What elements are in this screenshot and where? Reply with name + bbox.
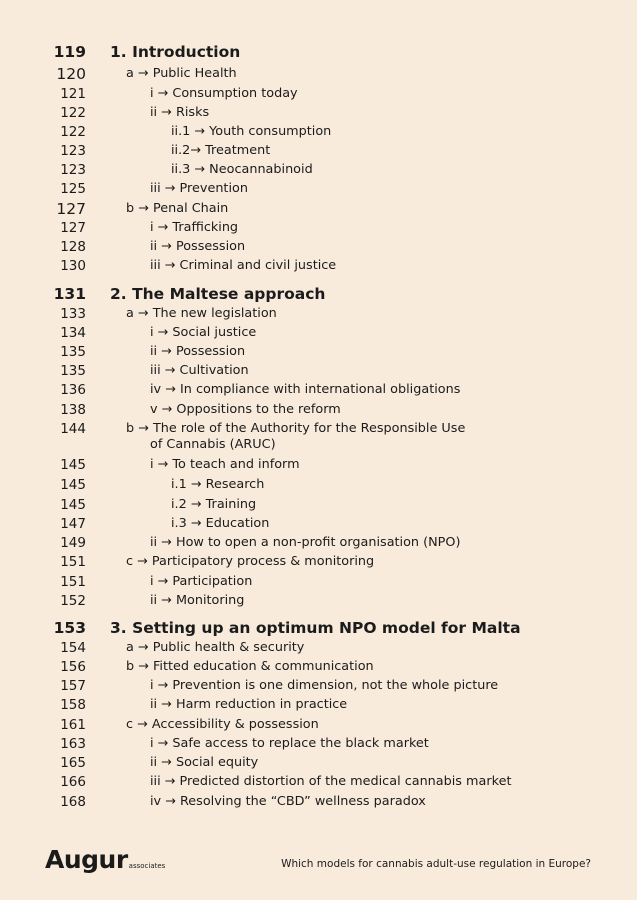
toc-entry-text: 1. Introduction xyxy=(110,43,241,61)
toc-entry-text: 2. The Maltese approach xyxy=(110,285,326,303)
toc-entry-label xyxy=(171,477,264,493)
toc-entry-label xyxy=(150,794,426,810)
toc-entry-label xyxy=(150,258,336,274)
toc-entry-text: b → Penal Chain xyxy=(126,201,229,216)
toc-page-number: 158 xyxy=(60,697,86,713)
toc-entry-text: ii → How to open a non-profit organisation (NPO) xyxy=(150,535,461,550)
toc-page-number: 121 xyxy=(60,86,86,102)
toc-entry-text: i.2 → Training xyxy=(171,497,257,512)
toc-entry-label xyxy=(171,497,256,513)
toc-page-number: 135 xyxy=(60,344,86,360)
toc-entry-text-continued: of Cannabis (ARUC) xyxy=(150,437,276,452)
toc-entry-label xyxy=(110,285,325,303)
toc-page-number: 134 xyxy=(60,325,86,341)
toc-entry-label xyxy=(126,659,374,675)
toc-entry-label xyxy=(171,124,331,140)
toc-entry-text: c → Accessibility & possession xyxy=(126,717,319,732)
toc-entry-label xyxy=(150,402,341,418)
toc-page-number: 138 xyxy=(60,402,86,418)
toc-entry-label xyxy=(150,678,498,694)
toc-page-number: 130 xyxy=(60,258,86,274)
toc-entry-label xyxy=(150,239,245,255)
toc-entry-text: iv → Resolving the “CBD” wellness paradox xyxy=(150,794,426,809)
toc-entry-label xyxy=(110,43,240,61)
toc-entry-text: i → Trafficking xyxy=(150,220,239,235)
augur-logo xyxy=(45,846,165,880)
toc-entry-text: v → Oppositions to the reform xyxy=(150,402,341,417)
toc-page-number: 123 xyxy=(60,143,86,159)
toc-page-number: 127 xyxy=(60,220,86,236)
toc-page-number: 151 xyxy=(60,554,86,570)
toc-entry-label xyxy=(150,344,245,360)
toc-page-number: 163 xyxy=(60,736,86,752)
toc-page-number: 144 xyxy=(60,421,86,437)
toc-page-number: 122 xyxy=(60,124,86,140)
toc-entry-text: ii.1 → Youth consumption xyxy=(171,124,332,139)
toc-entry-label xyxy=(150,697,347,713)
toc-entry-label xyxy=(126,717,319,733)
toc-page-number: 131 xyxy=(53,285,86,303)
toc-entry-label xyxy=(150,105,209,121)
toc-page-number: 153 xyxy=(53,619,86,637)
toc-entry-label xyxy=(150,382,460,398)
toc-page-number: 128 xyxy=(60,239,86,255)
toc-entry-text: ii → Harm reduction in practice xyxy=(150,697,348,712)
toc-entry-label xyxy=(150,535,460,551)
toc-entry-text: b → Fitted education & communication xyxy=(126,659,374,674)
toc-page-number: 123 xyxy=(60,162,86,178)
toc-entry-text: ii → Social equity xyxy=(150,755,259,770)
toc-entry-text: i → Safe access to replace the black market xyxy=(150,736,429,751)
toc-entry-text: i → Social justice xyxy=(150,325,257,340)
toc-entry-label xyxy=(126,201,228,217)
toc-entry-label xyxy=(126,421,465,453)
toc-entry-text: i → Consumption today xyxy=(150,86,298,101)
toc-entry-text: iv → In compliance with international obligations xyxy=(150,382,461,397)
toc-entry-label xyxy=(150,736,429,752)
footer-tagline: Which models for cannabis adult-use regulation in Europe? xyxy=(281,858,591,870)
toc-entry-text: ii.2→ Treatment xyxy=(171,143,271,158)
toc-entry-text: i.1 → Research xyxy=(171,477,265,492)
toc-page-number: 149 xyxy=(60,535,86,551)
toc-entry-label xyxy=(126,66,237,82)
toc-entry-text: ii → Possession xyxy=(150,239,246,254)
toc-entry-text: iii → Criminal and civil justice xyxy=(150,258,337,273)
toc-page-number: 156 xyxy=(60,659,86,675)
toc-entry-label xyxy=(110,619,521,637)
toc-page-number: 125 xyxy=(60,181,86,197)
toc-page-number: 145 xyxy=(60,497,86,513)
toc-entry-text: a → Public health & security xyxy=(126,640,305,655)
toc-entry-label xyxy=(150,220,238,236)
toc-page-number: 136 xyxy=(60,382,86,398)
toc-page-number: 154 xyxy=(60,640,86,656)
toc-page-number: 119 xyxy=(53,43,86,61)
toc-entry-text: ii → Possession xyxy=(150,344,246,359)
toc-entry-text: ii.3 → Neocannabinoid xyxy=(171,162,313,177)
toc-entry-text: ii → Risks xyxy=(150,105,210,120)
toc-entry-text: a → Public Health xyxy=(126,66,237,81)
toc-entry-label xyxy=(150,325,256,341)
toc-entry-text: iii → Predicted distortion of the medical cannabis market xyxy=(150,774,512,789)
brand-name: Augur xyxy=(45,845,128,874)
toc-page-number: 161 xyxy=(60,717,86,733)
toc-entry-text: iii → Cultivation xyxy=(150,363,249,378)
toc-page-number: 135 xyxy=(60,363,86,379)
toc-page-number: 168 xyxy=(60,794,86,810)
toc-entry-label xyxy=(150,363,249,379)
toc-entry-label xyxy=(150,593,244,609)
toc-page-number: 133 xyxy=(60,306,86,322)
toc-entry-text: i → Prevention is one dimension, not the whole picture xyxy=(150,678,499,693)
toc-entry-text: i.3 → Education xyxy=(171,516,270,531)
toc-entry-text: a → The new legislation xyxy=(126,306,277,321)
toc-entry-label xyxy=(150,457,300,473)
toc-page-number: 127 xyxy=(56,200,86,218)
toc-entry-text: i → To teach and inform xyxy=(150,457,300,472)
toc-entry-label xyxy=(126,306,277,322)
toc-page-number: 145 xyxy=(60,477,86,493)
toc-page-number: 152 xyxy=(60,593,86,609)
toc-page-number: 165 xyxy=(60,755,86,771)
toc-entry-text: c → Participatory process & monitoring xyxy=(126,554,375,569)
toc-entry-label xyxy=(150,86,298,102)
toc-page-number: 120 xyxy=(56,65,86,83)
toc-page-number: 145 xyxy=(60,457,86,473)
toc-entry-text: 3. Setting up an optimum NPO model for Malta xyxy=(110,619,521,637)
toc-page-number: 157 xyxy=(60,678,86,694)
toc-entry-label xyxy=(150,774,511,790)
toc-entry-label xyxy=(171,143,270,159)
toc-entry-text: ii → Monitoring xyxy=(150,593,245,608)
toc-entry-label xyxy=(150,574,252,590)
toc-entry-text: i → Participation xyxy=(150,574,253,589)
toc-entry-label xyxy=(126,554,374,570)
toc-entry-label xyxy=(150,755,258,771)
toc-page-number: 147 xyxy=(60,516,86,532)
toc-entry-text: iii → Prevention xyxy=(150,181,248,196)
toc-entry-label xyxy=(126,640,304,656)
toc-page-number: 166 xyxy=(60,774,86,790)
toc-entry-label xyxy=(171,162,313,178)
toc-entry-text: b → The role of the Authority for the Responsible Use xyxy=(126,421,466,436)
toc-entry-label xyxy=(171,516,269,532)
toc-entry-label xyxy=(150,181,248,197)
toc-page-number: 122 xyxy=(60,105,86,121)
toc-page-number: 151 xyxy=(60,574,86,590)
brand-subtitle: associates xyxy=(128,862,166,870)
